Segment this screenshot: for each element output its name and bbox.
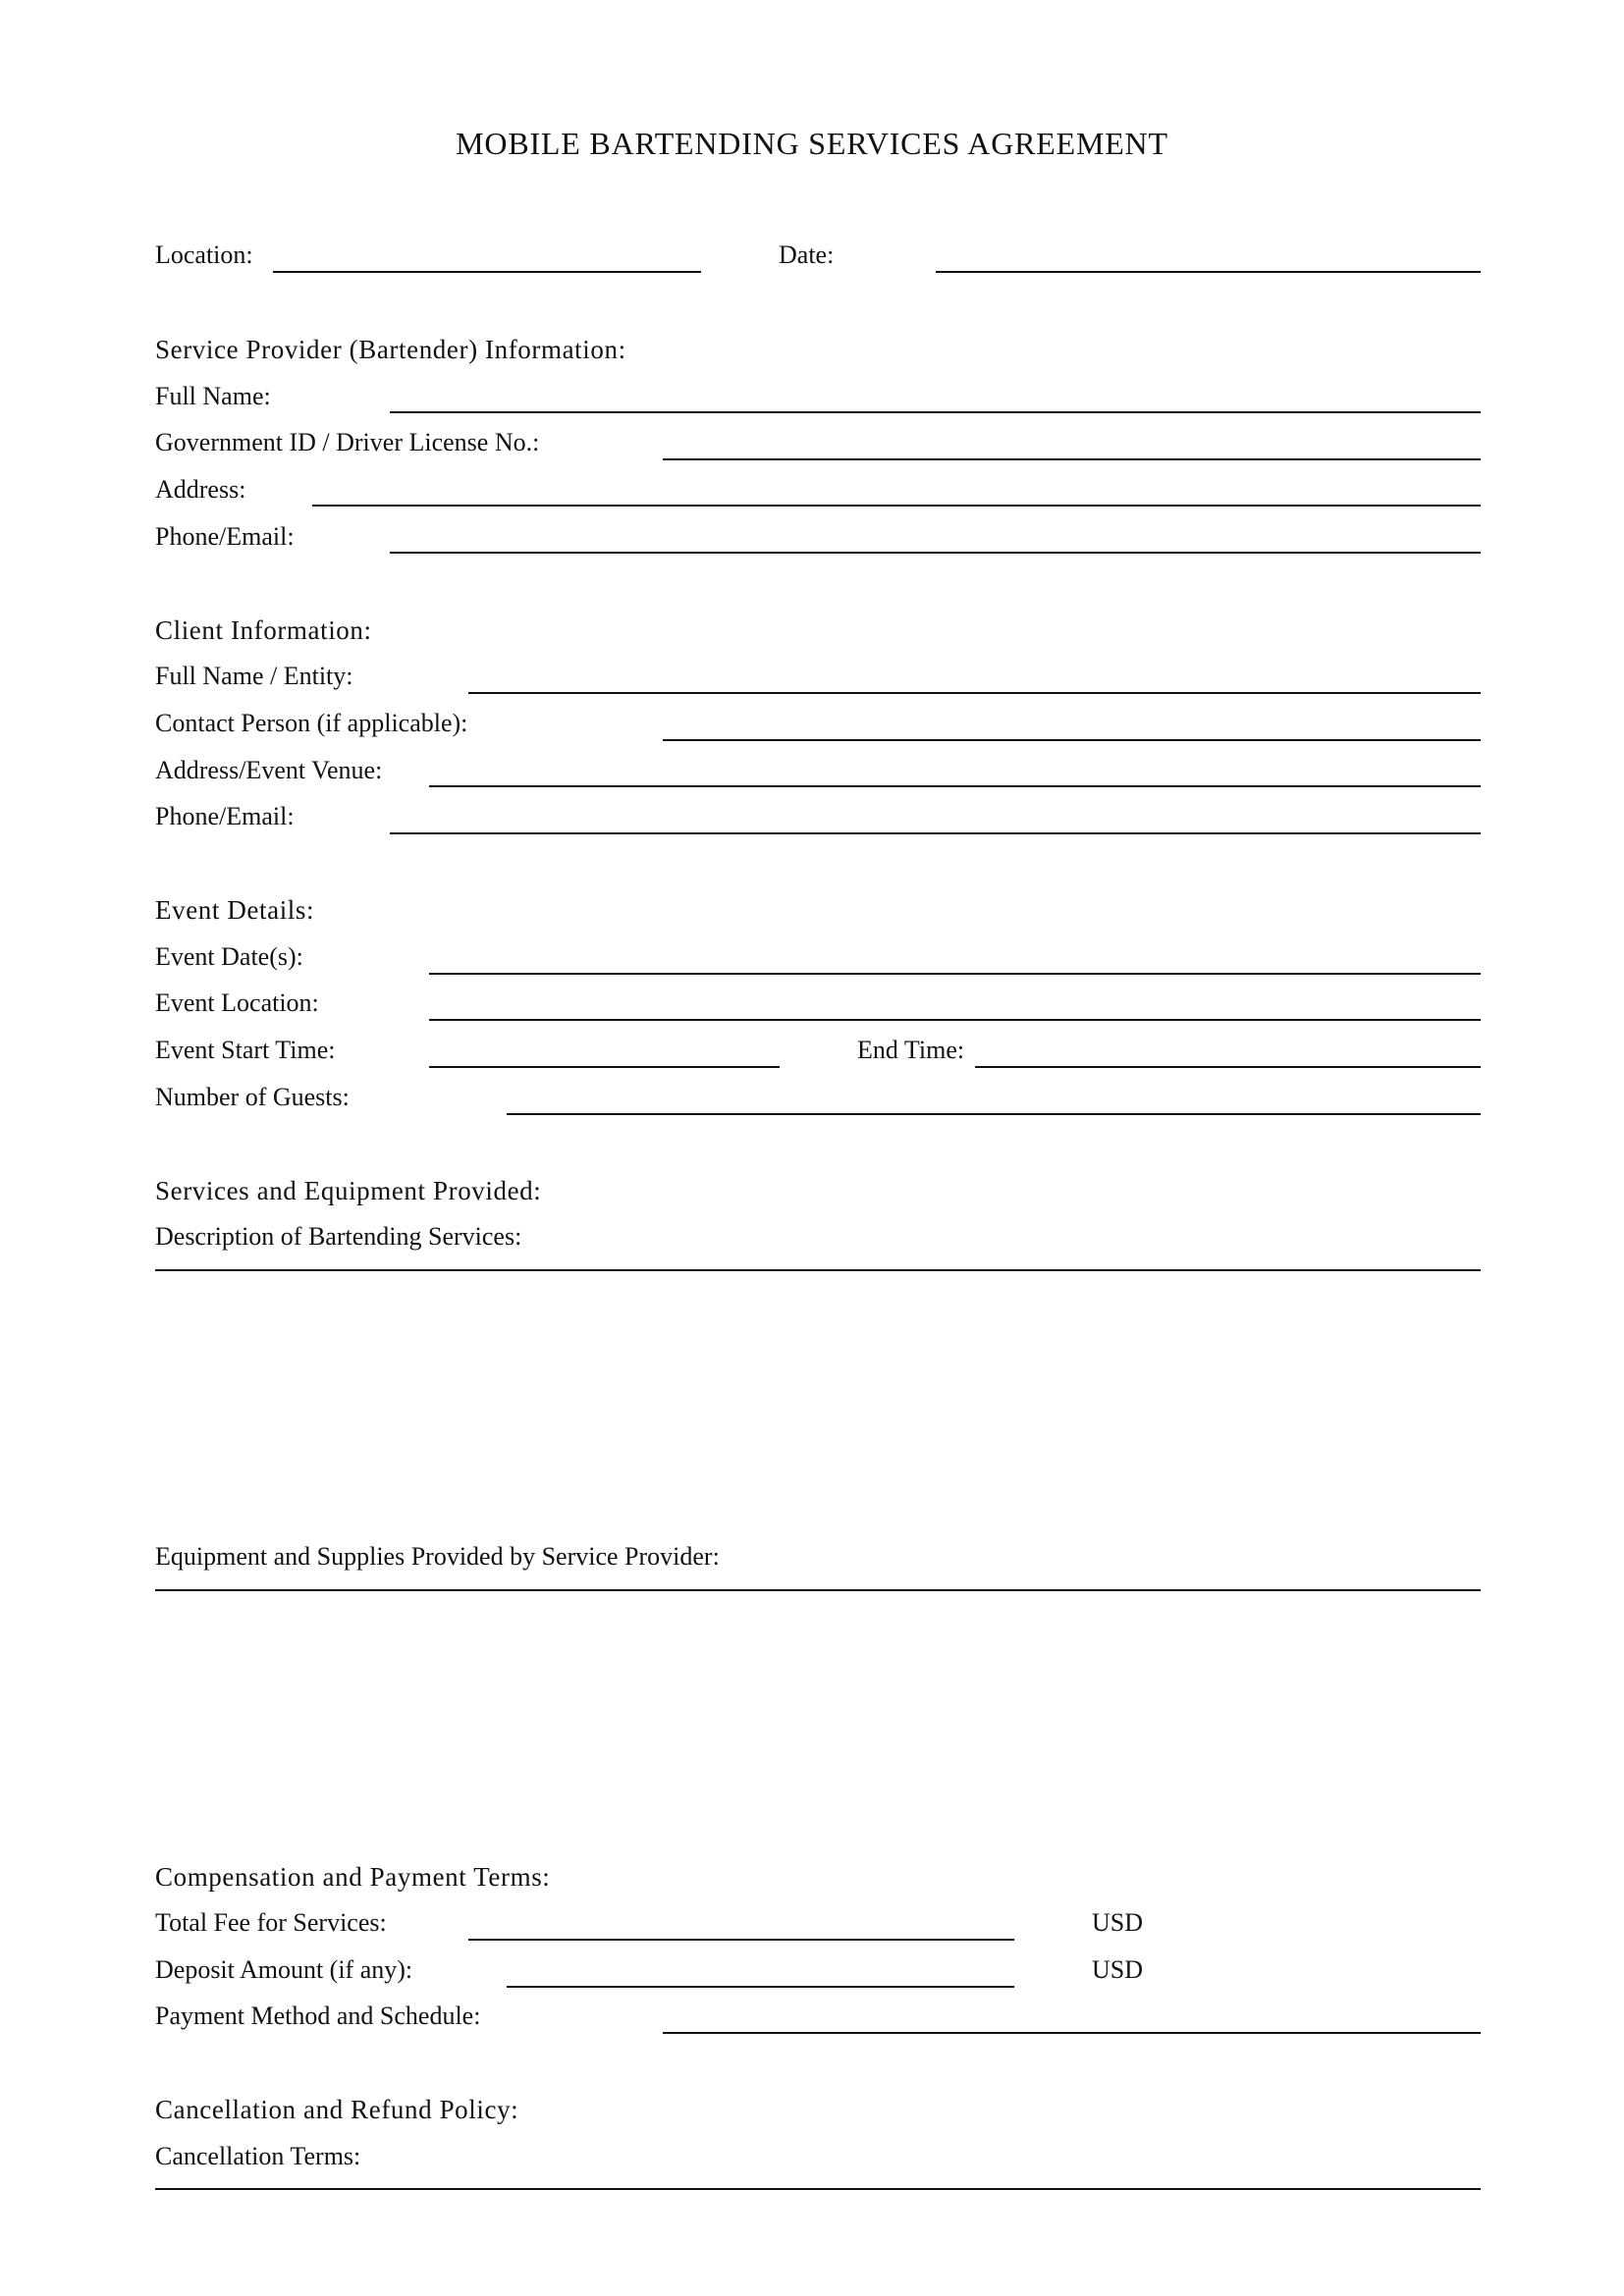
client-contact-person-label: Contact Person (if applicable): <box>155 709 468 737</box>
provider-heading: Service Provider (Bartender) Information: <box>155 335 626 364</box>
provider-phone-email-field[interactable] <box>390 552 1481 554</box>
payment-method-field[interactable] <box>663 2032 1481 2034</box>
event-end-time-label: End Time: <box>857 1036 965 1064</box>
cancellation-terms-field[interactable] <box>155 2188 1481 2190</box>
payment-method-label: Payment Method and Schedule: <box>155 2002 481 2030</box>
provider-gov-id-field[interactable] <box>663 458 1481 460</box>
total-fee-currency: USD <box>1092 1908 1144 1937</box>
event-start-time-label: Event Start Time: <box>155 1036 336 1064</box>
client-address-venue-label: Address/Event Venue: <box>155 756 383 784</box>
equipment-field[interactable] <box>155 1589 1481 1591</box>
client-contact-person-field[interactable] <box>663 739 1481 741</box>
event-dates-field[interactable] <box>429 973 1481 975</box>
date-field[interactable] <box>936 271 1481 273</box>
provider-address-label: Address: <box>155 475 246 504</box>
client-full-name-label: Full Name / Entity: <box>155 662 353 690</box>
event-end-time-field[interactable] <box>975 1066 1481 1068</box>
total-fee-label: Total Fee for Services: <box>155 1908 387 1937</box>
compensation-heading: Compensation and Payment Terms: <box>155 1862 551 1892</box>
location-label: Location: <box>155 240 253 269</box>
event-start-time-field[interactable] <box>429 1066 780 1068</box>
cancellation-heading: Cancellation and Refund Policy: <box>155 2095 519 2124</box>
page-title: MOBILE BARTENDING SERVICES AGREEMENT <box>456 126 1168 161</box>
date-label: Date: <box>779 240 835 269</box>
event-guests-field[interactable] <box>507 1113 1481 1115</box>
deposit-currency: USD <box>1092 1955 1144 1984</box>
client-heading: Client Information: <box>155 615 372 645</box>
event-heading: Event Details: <box>155 895 315 925</box>
provider-full-name-field[interactable] <box>390 411 1481 413</box>
provider-full-name-label: Full Name: <box>155 382 271 410</box>
total-fee-field[interactable] <box>468 1939 1014 1941</box>
services-description-field[interactable] <box>155 1269 1481 1271</box>
deposit-field[interactable] <box>507 1986 1014 1988</box>
location-field[interactable] <box>273 271 701 273</box>
event-location-label: Event Location: <box>155 988 319 1017</box>
provider-address-field[interactable] <box>312 505 1481 507</box>
services-heading: Services and Equipment Provided: <box>155 1176 542 1205</box>
event-dates-label: Event Date(s): <box>155 942 303 971</box>
client-phone-email-label: Phone/Email: <box>155 802 295 830</box>
services-description-label: Description of Bartending Services: <box>155 1222 522 1251</box>
deposit-label: Deposit Amount (if any): <box>155 1955 413 1984</box>
client-address-venue-field[interactable] <box>429 785 1481 787</box>
equipment-label: Equipment and Supplies Provided by Service Provider: <box>155 1542 720 1571</box>
cancellation-terms-label: Cancellation Terms: <box>155 2142 361 2170</box>
event-location-field[interactable] <box>429 1019 1481 1021</box>
provider-gov-id-label: Government ID / Driver License No.: <box>155 428 540 456</box>
provider-phone-email-label: Phone/Email: <box>155 522 295 551</box>
client-phone-email-field[interactable] <box>390 832 1481 834</box>
event-guests-label: Number of Guests: <box>155 1083 350 1111</box>
client-full-name-field[interactable] <box>468 692 1481 694</box>
